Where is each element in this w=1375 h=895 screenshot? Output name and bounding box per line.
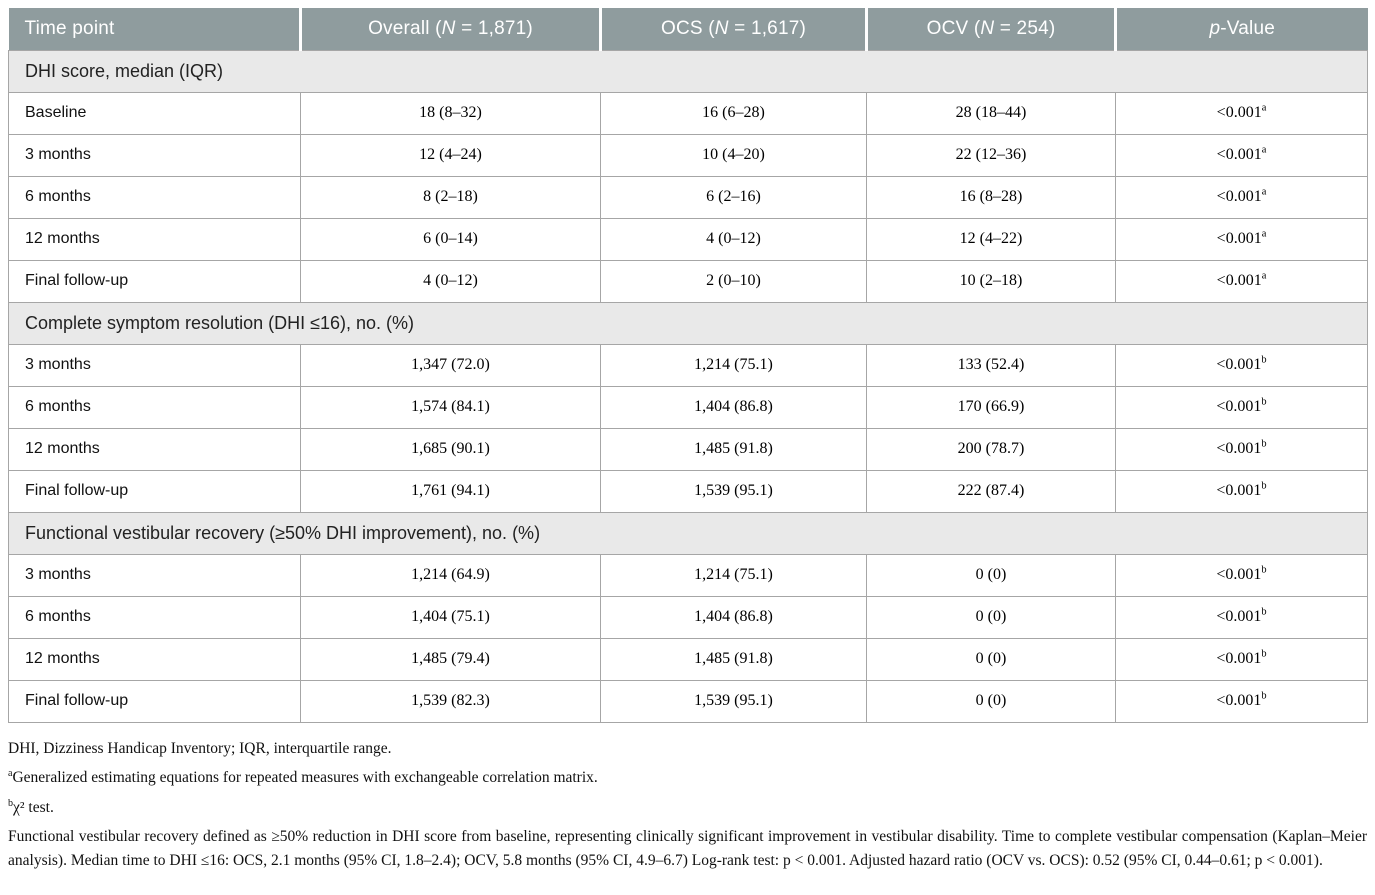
column-header-text: Overall ( <box>368 17 442 39</box>
p-value-cell: <0.001$^b$ <box>1116 638 1368 680</box>
ocv-cell: 0 (0) <box>867 638 1116 680</box>
p-value-superscript: b <box>1261 480 1267 492</box>
ocv-cell: 200 (78.7) <box>867 428 1116 470</box>
ocs-cell: 1,485 (91.8) <box>601 638 867 680</box>
p-value-cell: <0.001$^b$ <box>1116 554 1368 596</box>
column-header-time-point <box>9 8 301 50</box>
ocv-cell: 12 (4–22) <box>867 218 1116 260</box>
time-point-cell: Final follow-up <box>9 470 301 512</box>
section-header-row <box>9 302 1368 344</box>
p-value-superscript: b <box>1261 354 1267 366</box>
p-value-superscript: a <box>1261 186 1267 198</box>
p-value-cell: <0.001$^b$ <box>1116 428 1368 470</box>
overall-cell: 4 (0–12) <box>301 260 601 302</box>
overall-cell: 12 (4–24) <box>301 134 601 176</box>
time-point-cell: 12 months <box>9 218 301 260</box>
overall-cell: 1,347 (72.0) <box>301 344 601 386</box>
column-header-text: = 1,617) <box>728 17 807 39</box>
p-value-superscript: a <box>1261 102 1267 114</box>
column-header-italic-text: N <box>441 17 456 39</box>
time-point-cell: 6 months <box>9 386 301 428</box>
ocv-cell: 28 (18–44) <box>867 92 1116 134</box>
footnote-line: $^b$χ² test. <box>8 797 54 816</box>
ocs-cell: 1,404 (86.8) <box>601 386 867 428</box>
time-point-cell: 3 months <box>9 554 301 596</box>
footnote-line: DHI, Dizziness Handicap Inventory; IQR, interquartile range. <box>8 739 392 757</box>
overall-cell: 1,539 (82.3) <box>301 680 601 722</box>
time-point-cell: Final follow-up <box>9 260 301 302</box>
ocs-cell: 1,214 (75.1) <box>601 344 867 386</box>
column-header-text: Time point <box>24 17 115 39</box>
table-row <box>9 386 1368 428</box>
overall-cell: 18 (8–32) <box>301 92 601 134</box>
ocv-cell: 0 (0) <box>867 680 1116 722</box>
overall-cell: 8 (2–18) <box>301 176 601 218</box>
table-row <box>9 428 1368 470</box>
time-point-cell: Baseline <box>9 92 301 134</box>
table-row <box>9 470 1368 512</box>
overall-cell: 1,214 (64.9) <box>301 554 601 596</box>
table-row <box>9 260 1368 302</box>
ocv-cell: 16 (8–28) <box>867 176 1116 218</box>
ocv-cell: 170 (66.9) <box>867 386 1116 428</box>
p-value-cell: <0.001$^b$ <box>1116 680 1368 722</box>
ocs-cell: 1,214 (75.1) <box>601 554 867 596</box>
ocs-cell: 1,485 (91.8) <box>601 428 867 470</box>
ocs-cell: 1,539 (95.1) <box>601 680 867 722</box>
column-header-text: = 1,871) <box>455 17 533 39</box>
table-row <box>9 344 1368 386</box>
p-value-superscript: b <box>1261 648 1267 660</box>
ocs-cell: 1,539 (95.1) <box>601 470 867 512</box>
p-value-superscript: b <box>1261 438 1267 450</box>
footnotes <box>8 723 1367 873</box>
p-value-cell: <0.001$^b$ <box>1116 344 1368 386</box>
ocv-cell: 10 (2–18) <box>867 260 1116 302</box>
column-header-italic-text: p <box>1209 17 1221 39</box>
p-value-cell: <0.001$^a$ <box>1116 176 1368 218</box>
column-header-ocs <box>601 8 867 50</box>
ocs-cell: 6 (2–16) <box>601 176 867 218</box>
overall-cell: 1,761 (94.1) <box>301 470 601 512</box>
p-value-cell: <0.001$^b$ <box>1116 470 1368 512</box>
column-header-text: -Value <box>1220 17 1275 39</box>
section-header-row <box>9 50 1368 92</box>
p-value-cell: <0.001$^a$ <box>1116 260 1368 302</box>
table-row <box>9 134 1368 176</box>
table-row <box>9 680 1368 722</box>
p-value-superscript: a <box>1261 270 1267 282</box>
ocv-cell: 222 (87.4) <box>867 470 1116 512</box>
table-row <box>9 176 1368 218</box>
footnote-superscript: a <box>8 767 13 779</box>
overall-cell: 1,574 (84.1) <box>301 386 601 428</box>
ocs-cell: 16 (6–28) <box>601 92 867 134</box>
p-value-cell: <0.001$^b$ <box>1116 386 1368 428</box>
p-value-superscript: b <box>1261 396 1267 408</box>
ocv-cell: 22 (12–36) <box>867 134 1116 176</box>
section-title: Functional vestibular recovery (≥50% DHI improvement), no. (%) <box>9 512 1368 554</box>
overall-cell: 6 (0–14) <box>301 218 601 260</box>
ocv-cell: 133 (52.4) <box>867 344 1116 386</box>
time-point-cell: 12 months <box>9 638 301 680</box>
section-title: DHI score, median (IQR) <box>9 50 1368 92</box>
section-title: Complete symptom resolution (DHI ≤16), no. (%) <box>9 302 1368 344</box>
ocs-cell: 2 (0–10) <box>601 260 867 302</box>
p-value-superscript: b <box>1261 564 1267 576</box>
table-row <box>9 218 1368 260</box>
footnote-line: Functional vestibular recovery defined as ≥50% reduction in DHI score from baseline, representing clinically significant improvement in vestibular disability. Time to complete vestibular compensation (Kaplan–Meier analysis). Median time to DHI ≤16: OCS, 2.1 months (95% CI, 1.8–2.4); OCV, 5.8 months (95% CI, 4.9–6.7) Log-rank test: p < 0.001. Adjusted hazard ratio (OCV vs. OCS): 0.52 (95% CI, 0.44–0.61; p < 0.001). <box>8 828 1367 869</box>
footnote-superscript: b <box>8 797 14 809</box>
time-point-cell: 3 months <box>9 134 301 176</box>
ocs-cell: 4 (0–12) <box>601 218 867 260</box>
ocv-cell: 0 (0) <box>867 554 1116 596</box>
table-row <box>9 596 1368 638</box>
p-value-cell: <0.001$^b$ <box>1116 596 1368 638</box>
column-header-p-value <box>1116 8 1368 50</box>
footnote-line: $^a$Generalized estimating equations for repeated measures with exchangeable correlation matrix. <box>8 767 598 787</box>
time-point-cell: 6 months <box>9 596 301 638</box>
p-value-cell: <0.001$^a$ <box>1116 92 1368 134</box>
p-value-superscript: a <box>1261 228 1267 240</box>
time-point-cell: 12 months <box>9 428 301 470</box>
table-header <box>9 8 1368 50</box>
column-header-text: OCV ( <box>926 17 981 39</box>
overall-cell: 1,485 (79.4) <box>301 638 601 680</box>
p-value-cell: <0.001$^a$ <box>1116 134 1368 176</box>
overall-cell: 1,404 (75.1) <box>301 596 601 638</box>
column-header-italic-text: N <box>714 17 729 39</box>
ocs-cell: 1,404 (86.8) <box>601 596 867 638</box>
ocv-cell: 0 (0) <box>867 596 1116 638</box>
results-table <box>8 8 1368 723</box>
table-row <box>9 554 1368 596</box>
table-row <box>9 638 1368 680</box>
p-value-superscript: a <box>1261 144 1267 156</box>
ocs-cell: 10 (4–20) <box>601 134 867 176</box>
table-body <box>9 50 1368 722</box>
time-point-cell: 3 months <box>9 344 301 386</box>
p-value-cell: <0.001$^a$ <box>1116 218 1368 260</box>
column-header-italic-text: N <box>980 17 995 39</box>
column-header-overall <box>301 8 601 50</box>
time-point-cell: 6 months <box>9 176 301 218</box>
column-header-text: OCS ( <box>660 17 715 39</box>
table-header-row <box>9 8 1368 50</box>
table-row <box>9 92 1368 134</box>
time-point-cell: Final follow-up <box>9 680 301 722</box>
column-header-ocv <box>867 8 1116 50</box>
p-value-superscript: b <box>1261 606 1267 618</box>
column-header-text: = 254) <box>994 17 1056 39</box>
overall-cell: 1,685 (90.1) <box>301 428 601 470</box>
p-value-superscript: b <box>1261 690 1267 702</box>
section-header-row <box>9 512 1368 554</box>
